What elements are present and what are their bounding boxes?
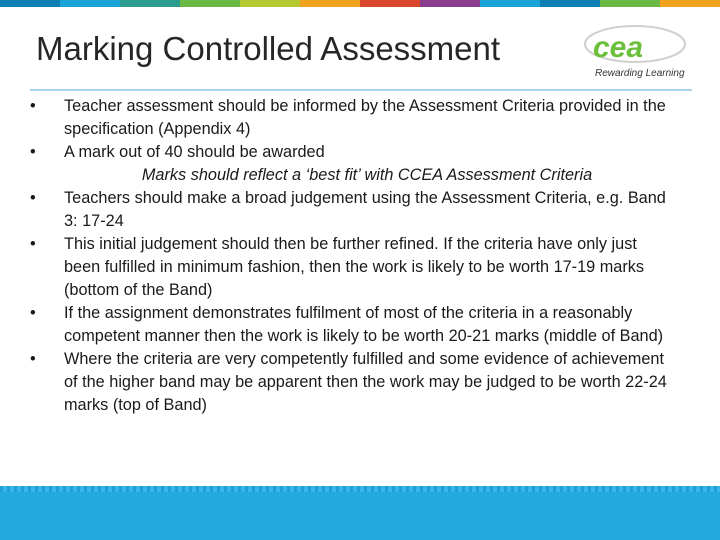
stripe-segment [300,0,360,7]
bullet-item [30,302,670,348]
stripe-segment [420,0,480,7]
stripe-segment [660,0,720,7]
bullet-icon: • [30,304,36,322]
stripe-segment [120,0,180,7]
stripe-segment [540,0,600,7]
bullet-item [30,348,670,417]
stripe-segment [180,0,240,7]
slide-body [30,95,670,417]
stripe-segment [60,0,120,7]
logo-letters: cea [593,31,644,64]
stripe-segment [360,0,420,7]
slide-title: Marking Controlled Assessment [36,30,501,67]
bullet-text: Teachers should make a broad judgement using the Assessment Criteria, e.g. Band 3: 17-24 [64,189,666,230]
stripe-segment [240,0,300,7]
ccea-logo-icon [583,24,691,82]
bullet-item [30,233,670,302]
stripe-segment [480,0,540,7]
top-color-stripe [0,0,720,7]
bottom-accent-band [0,486,720,540]
bullet-text: Where the criteria are very competently fulfilled and some evidence of achievement of the higher band may be apparent then the work may be judged to be worth 22-24 marks (top of Band) [64,350,667,414]
bullet-item [30,187,670,233]
best-fit-note: Marks should reflect a ‘best fit’ with CCEA Assessment Criteria [141,166,593,184]
bullet-icon: • [30,189,36,207]
stripe-segment [600,0,660,7]
bullet-text: This initial judgement should then be further refined. If the criteria have only just been fulfilled in minimum fashion, then the work is likely to be worth 17-19 marks (bottom of the Band) [64,235,645,299]
bullet-icon: • [30,350,36,368]
bullet-icon: • [30,143,36,161]
title-divider [30,89,692,91]
logo-tagline: Rewarding Learning [595,68,685,79]
ccea-logo [583,24,691,82]
bullet-text: Teacher assessment should be informed by the Assessment Criteria provided in the specification (Appendix 4) [64,97,666,138]
bullet-item [30,141,670,164]
bullet-icon: • [30,97,36,115]
stripe-segment [0,0,60,7]
bullet-icon: • [30,235,36,253]
bullet-text: If the assignment demonstrates fulfilment of most of the criteria in a reasonably competent manner then the work is likely to be worth 20-21 marks (middle of Band) [64,304,664,345]
bullet-text: A mark out of 40 should be awarded [64,143,325,161]
bullet-item [30,95,670,141]
